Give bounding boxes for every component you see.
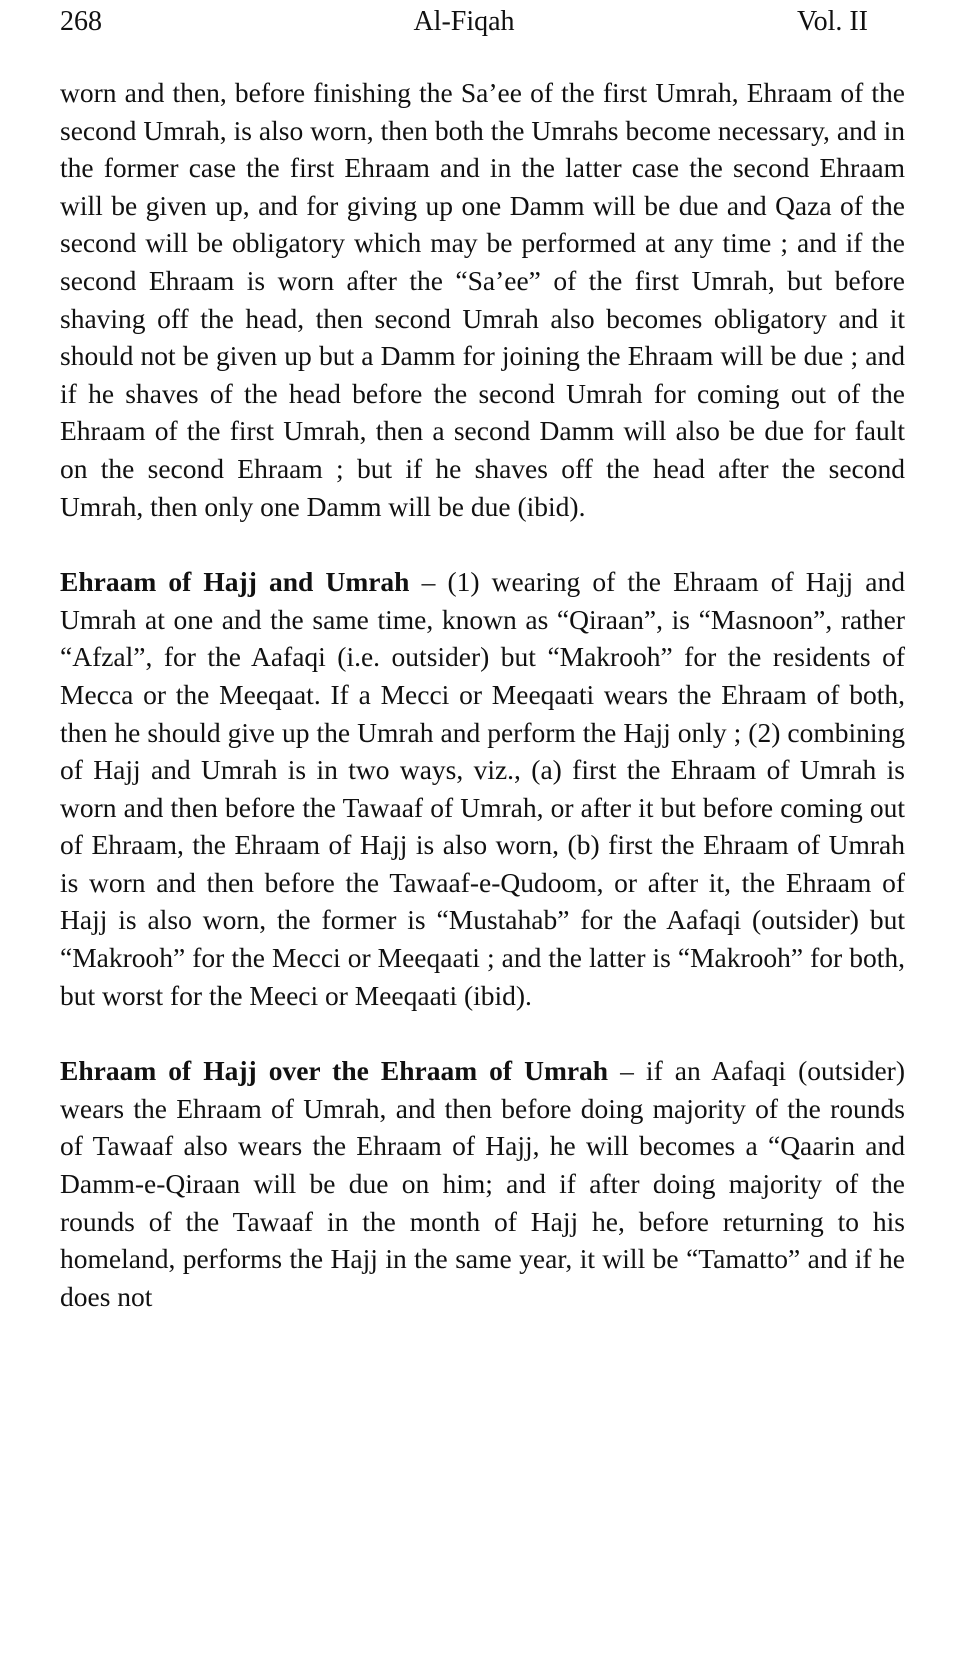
paragraph-heading: Ehraam of Hajj and Umrah bbox=[60, 566, 410, 598]
page-header bbox=[60, 4, 868, 40]
paragraph-hajj-over-umrah bbox=[60, 1052, 905, 1315]
paragraph-text: worn and then, before finishing the Sa’ee of the first Umrah, Ehraam of the second Umrah, is also worn, then both the Umrahs become necessary, and in the former case the first Ehraam and in the latter case the second Ehraam will be given up, and for giving up one Damm will be due and Qaza of the second will be obligatory which may be performed at any time ; and if the second Ehraam is worn after the “Sa’ee” of the first Umrah, but before shaving off the head, then second Umrah also becomes obligatory and it should not be given up but a Damm for joining the Ehraam will be due ; and if he shaves of the head before the second Umrah for coming out of the Ehraam of the first Umrah, then a second Damm will also be due for fault on the second Ehraam ; but if he shaves off the head after the second Umrah, then only one Damm will be due (ibid). bbox=[60, 77, 905, 522]
volume-label: Vol. II bbox=[796, 6, 868, 37]
paragraph-text: – if an Aafaqi (outsider) wears the Ehraam of Umrah, and then before doing majority of the rounds of Tawaaf also wears the Ehraam of Hajj, he will becomes a “Qaarin and Damm-e-Qiraan will be due on him; and if after doing majority of the rounds of the Tawaaf in the month of Hajj he, before returning to his homeland, performs the Hajj in the same year, it will be “Tamatto” and if he does not bbox=[60, 1055, 905, 1312]
page-body bbox=[60, 74, 905, 1315]
paragraph-text: – (1) wearing of the Ehraam of Hajj and Umrah at one and the same time, known as “Qiraan”, is “Masnoon”, rather “Afzal”, for the Aafaqi (i.e. outsider) but “Makrooh” for the residents of Mecca or the Meeqaat. If a Mecci or Meeqaati wears the Ehraam of both, then he should give up the Umrah and perform the Hajj only ; (2) combining of Hajj and Umrah is in two ways, viz., (a) first the Ehraam of Umrah is worn and then before the Tawaaf of Umrah, or after it but before coming out of Ehraam, the Ehraam of Hajj is also worn, (b) first the Ehraam of Umrah is worn and then before the Tawaaf-e-Qudoom, or after it, the Ehraam of Hajj is also worn, the former is “Mustahab” for the Aafaqi (outsider) but “Makrooh” for the Mecci or Meeqaati ; and the latter is “Makrooh” for both, but worst for the Meeci or Meeqaati (ibid). bbox=[60, 566, 905, 1011]
paragraph-heading: Ehraam of Hajj over the Ehraam of Umrah bbox=[60, 1055, 609, 1087]
book-title: Al-Fiqah bbox=[413, 6, 515, 37]
paragraph-hajj-and-umrah bbox=[60, 563, 905, 1014]
paragraph-continuation bbox=[60, 74, 905, 525]
page-number: 268 bbox=[60, 6, 102, 37]
